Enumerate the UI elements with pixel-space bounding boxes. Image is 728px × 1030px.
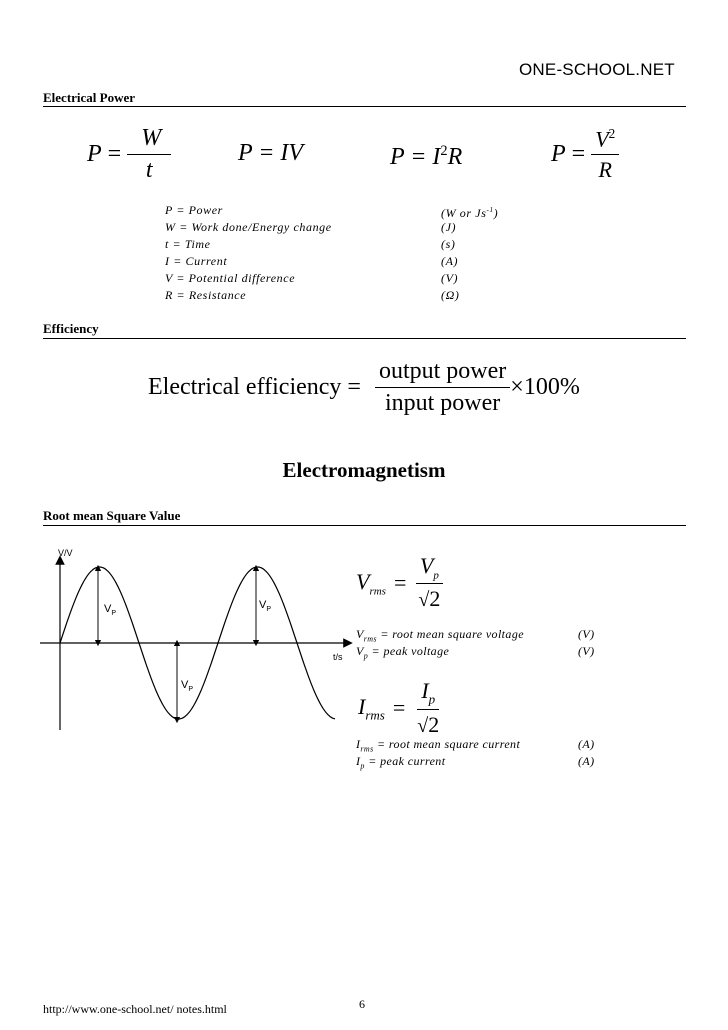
page-number: 6 <box>359 997 365 1011</box>
definition-row: W = Work done/Energy change (J) <box>165 220 457 234</box>
definition-row: R = Resistance (Ω) <box>165 288 460 302</box>
definition-row: $I_{rms}$ = root mean square current (A) <box>356 737 595 754</box>
definition-row: t = Time (s) <box>165 237 456 251</box>
section-rule <box>43 338 686 339</box>
footer-url[interactable]: http://www.one-school.net/ notes.html <box>43 1002 227 1016</box>
x-axis-label: t/s <box>333 652 343 662</box>
site-brand: ONE-SCHOOL.NET <box>519 60 675 79</box>
definition-row: $I_p$ = peak current (A) <box>356 754 595 771</box>
section-rule <box>43 106 686 107</box>
formula-p-iv: P = IV <box>238 140 304 166</box>
formula-p-w-t: P = $\frac{W}{t}$ <box>87 125 171 184</box>
power-definitions <box>165 202 525 304</box>
peak-label: $V_P$ <box>104 603 117 617</box>
irms-definitions <box>356 737 606 771</box>
definition-row: I = Current (A) <box>165 254 459 268</box>
vrms-definitions <box>356 627 606 661</box>
definition-row: $V_{rms}$ = root mean square voltage (V) <box>356 627 595 644</box>
sine-wave-graph <box>40 540 360 740</box>
section-title-power: Electrical Power <box>43 90 136 105</box>
section-title-efficiency: Efficiency <box>43 321 99 336</box>
definition-row: $V_p$ = peak voltage (V) <box>356 644 595 661</box>
y-axis-label: V/V <box>58 548 73 558</box>
section-rule <box>43 525 686 526</box>
section-title-rms: Root mean Square Value <box>43 508 181 523</box>
formula-p-i2r: $P = I^2R$ <box>390 143 463 170</box>
peak-label: $V_P$ <box>181 679 194 693</box>
vrms-formula: $V_{rms}$ = $\frac{V_p}{√2}$ <box>356 553 444 612</box>
definition-row: V = Potential difference (V) <box>165 271 459 285</box>
irms-formula: $I_{rms}$ = $\frac{I_p}{√2}$ <box>358 678 440 738</box>
formula-p-v2-r: P = $\frac{V^2}{R}$ <box>551 126 619 183</box>
peak-label: $V_P$ <box>259 599 272 613</box>
efficiency-formula: Electrical efficiency = $\frac{\text{output power}}{\text{input power}}$ ×100% <box>148 358 580 416</box>
definition-row: P = Power (W or $Js^{-1}$) <box>165 203 499 220</box>
page-heading: Electromagnetism <box>282 458 446 482</box>
